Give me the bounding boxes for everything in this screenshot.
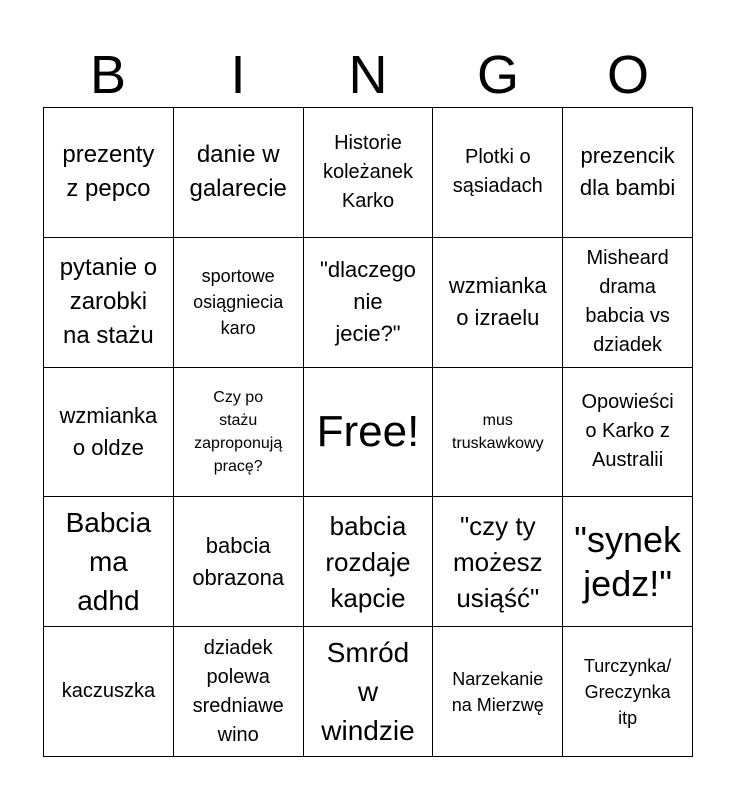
bingo-cell-text: kaczuszka (61, 680, 156, 703)
bingo-cell-text: Smród w windzie (321, 637, 415, 747)
bingo-cell-text: Historie koleżanek Karko (322, 131, 414, 212)
bingo-cell-4-5[interactable] (563, 497, 693, 627)
bingo-cell-text: Misheard drama babcia vs dziadek (585, 247, 670, 357)
bingo-cell-text: Babcia ma adhd (65, 507, 152, 617)
bingo-cell-text: "synek jedz!" (574, 518, 681, 604)
bingo-cell-text: Czy po stażu zaproponują pracę? (194, 388, 283, 475)
bingo-cell-text: Turczynka/ Greczynka itp (583, 655, 672, 728)
bingo-cell-2-2[interactable] (174, 238, 304, 368)
bingo-cell-4-4[interactable] (433, 497, 563, 627)
bingo-cell-free[interactable] (304, 368, 434, 498)
header-letter-n: N (348, 45, 388, 105)
bingo-cell-4-3[interactable] (304, 497, 434, 627)
bingo-cell-text: mus truskawkowy (452, 411, 544, 452)
bingo-cell-text: wzmianka o oldze (59, 402, 158, 460)
bingo-cell-text: Narzekanie na Mierzwę (451, 668, 544, 715)
bingo-cell-4-2[interactable] (174, 497, 304, 627)
bingo-cell-3-2[interactable] (174, 368, 304, 498)
bingo-cell-text: prezenty z pepco (62, 141, 155, 203)
bingo-cell-text: wzmianka o izraelu (448, 273, 547, 331)
bingo-cell-text: Free! (316, 406, 420, 456)
bingo-cell-text: pytanie o zarobki na stażu (59, 254, 158, 350)
bingo-cell-5-4[interactable] (433, 627, 563, 757)
bingo-cell-5-5[interactable] (563, 627, 693, 757)
bingo-card-grid (43, 107, 693, 757)
bingo-cell-2-5[interactable] (563, 238, 693, 368)
bingo-cell-3-4[interactable] (433, 368, 563, 498)
bingo-cell-5-2[interactable] (174, 627, 304, 757)
bingo-cell-text: danie w galarecie (189, 141, 287, 203)
bingo-cell-1-5[interactable] (563, 108, 693, 238)
bingo-cell-text: Opowieści o Karko z Australii (581, 391, 674, 472)
bingo-cell-5-3[interactable] (304, 627, 434, 757)
bingo-cell-2-3[interactable] (304, 238, 434, 368)
bingo-cell-text: babcia obrazona (192, 532, 285, 590)
bingo-cell-3-5[interactable] (563, 368, 693, 498)
bingo-cell-text: "czy ty możesz usiąść" (453, 510, 543, 613)
header-letter-i: I (230, 45, 246, 105)
bingo-cell-2-1[interactable] (44, 238, 174, 368)
bingo-cell-text: "dlaczego nie jecie?" (320, 257, 416, 347)
bingo-cell-1-4[interactable] (433, 108, 563, 238)
bingo-cell-text: Plotki o sąsiadach (452, 146, 543, 198)
bingo-cell-2-4[interactable] (433, 238, 563, 368)
bingo-cell-text: babcia rozdaje kapcie (325, 510, 411, 613)
bingo-cell-text: sportowe osiągniecia karo (193, 266, 284, 339)
bingo-cell-3-1[interactable] (44, 368, 174, 498)
bingo-cell-5-1[interactable] (44, 627, 174, 757)
bingo-cell-text: prezencik dla bambi (579, 143, 676, 201)
header-letter-o: O (606, 45, 649, 105)
header-letter-g: G (476, 45, 519, 105)
bingo-cell-4-1[interactable] (44, 497, 174, 627)
bingo-cell-text: dziadek polewa sredniawe wino (192, 636, 284, 746)
header-letter-b: B (89, 45, 127, 105)
bingo-cell-1-2[interactable] (174, 108, 304, 238)
bingo-cell-1-1[interactable] (44, 108, 174, 238)
bingo-header (43, 44, 693, 106)
bingo-cell-1-3[interactable] (304, 108, 434, 238)
